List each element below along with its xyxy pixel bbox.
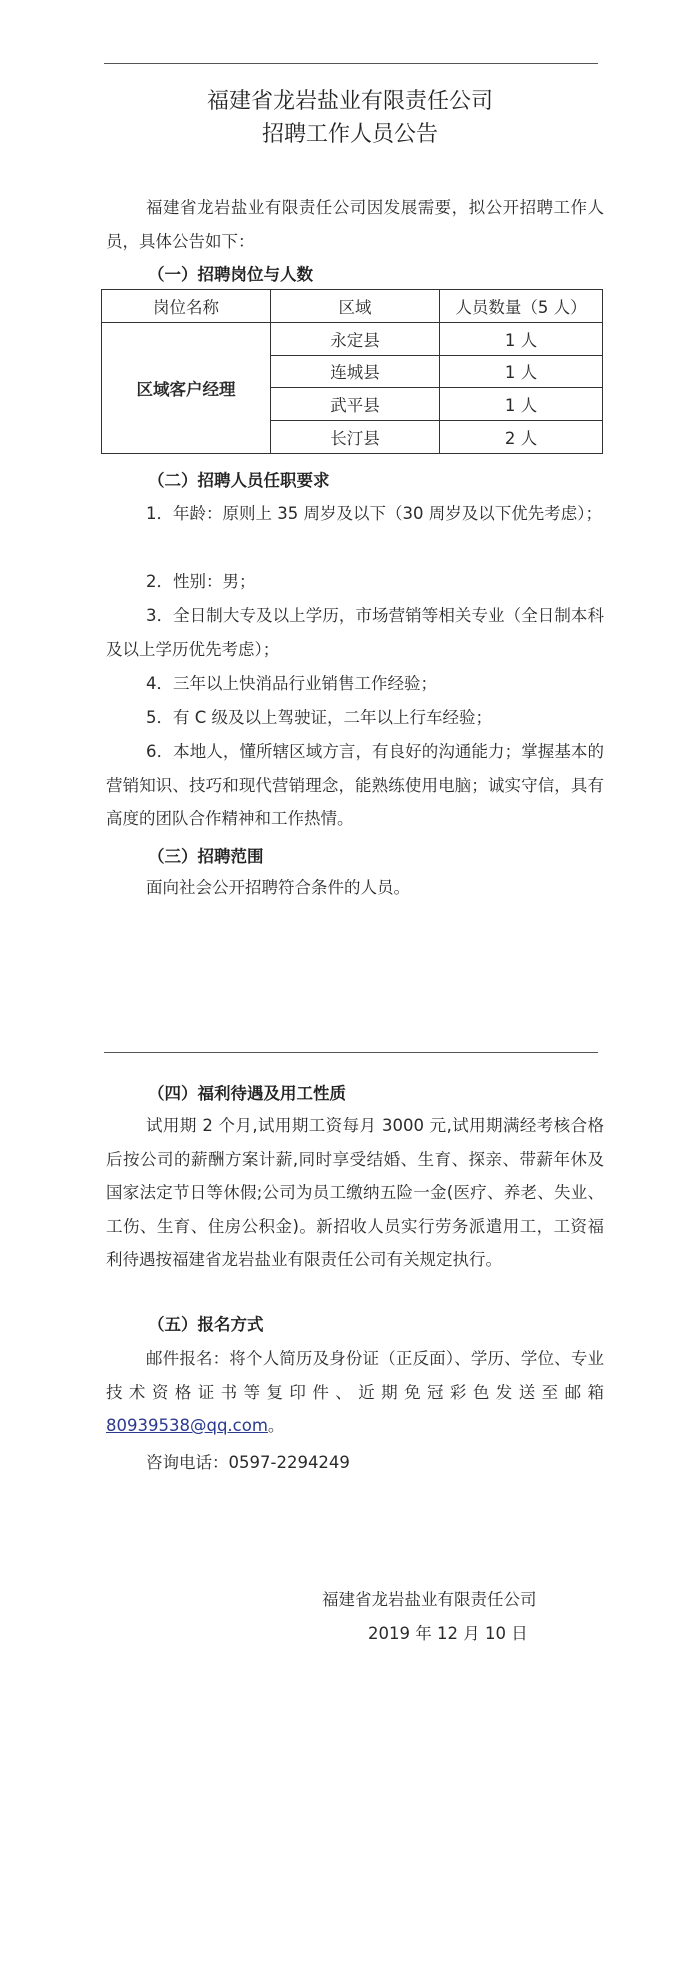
page-break-divider	[104, 1052, 598, 1053]
recruit-scope-text: 面向社会公开招聘符合条件的人员。	[146, 878, 410, 897]
role-cell: 区域客户经理	[102, 322, 271, 453]
count-cell: 1 人	[440, 322, 603, 355]
count-cell: 1 人	[440, 355, 603, 388]
section-4-heading: （四）福利待遇及用工性质	[148, 1084, 346, 1103]
header-position: 岗位名称	[102, 290, 271, 323]
apply-text: 邮件报名：将个人简历及身份证（正反面）、学历、学位、专业技术资格证书等复印件、近期免冠彩色发送至邮箱	[106, 1349, 604, 1402]
section-1-heading: （一）招聘岗位与人数	[148, 265, 313, 284]
section-5-heading: （五）报名方式	[148, 1315, 264, 1334]
title-line-1: 福建省龙岩盐业有限责任公司	[206, 89, 493, 114]
email-link[interactable]: 80939538@qq.com	[106, 1416, 268, 1435]
table-row	[102, 322, 603, 355]
requirement-item-4: 4．三年以上快消品行业销售工作经验；	[146, 674, 437, 693]
region-cell: 连城县	[271, 355, 440, 388]
top-divider	[104, 63, 598, 64]
requirement-item-6: 6．本地人，懂所辖区域方言，有良好的沟通能力；掌握基本的营销知识、技巧和现代营销理念，能熟练使用电脑；诚实守信，具有高度的团队合作精神和工作热情。	[106, 742, 604, 828]
signature-company: 福建省龙岩盐业有限责任公司	[322, 1590, 537, 1609]
table-header-row	[102, 290, 603, 323]
section-2-heading: （二）招聘人员任职要求	[148, 471, 330, 490]
phone-line: 咨询电话：0597-2294249	[146, 1453, 350, 1472]
region-cell: 武平县	[271, 388, 440, 421]
requirement-item-2: 2．性别：男；	[146, 572, 256, 591]
requirement-item-5: 5．有 C 级及以上驾驶证，二年以上行车经验；	[146, 708, 493, 727]
region-cell: 长汀县	[271, 421, 440, 454]
positions-table	[101, 289, 603, 454]
apply-paragraph	[106, 1342, 604, 1443]
intro-paragraph: 福建省龙岩盐业有限责任公司因发展需要，拟公开招聘工作人员，具体公告如下：	[106, 198, 604, 251]
apply-text-tail: 。	[267, 1416, 285, 1435]
header-region: 区域	[271, 290, 440, 323]
section-3-heading: （三）招聘范围	[148, 847, 264, 866]
benefits-paragraph: 试用期 2 个月,试用期工资每月 3000 元,试用期满经考核合格后按公司的薪酬方案计薪,同时享受结婚、生育、探亲、带薪年休及国家法定节日等休假;公司为员工缴纳五险一金(医疗、养老、失业、工伤、生育、住房公积金)。新招收人员实行劳务派遣用工，工资福利待遇按福建省龙岩盐业有限责任公司有关规定执行。	[106, 1116, 604, 1269]
signature-date: 2019 年 12 月 10 日	[368, 1624, 528, 1643]
requirement-item-3: 3．全日制大专及以上学历，市场营销等相关专业（全日制本科及以上学历优先考虑）；	[106, 606, 604, 659]
count-cell: 2 人	[440, 421, 603, 454]
requirement-item-1: 1．年龄：原则上 35 周岁及以下（30 周岁及以下优先考虑）；	[146, 504, 602, 523]
title-line-2: 招聘工作人员公告	[261, 122, 438, 147]
count-cell: 1 人	[440, 388, 603, 421]
region-cell: 永定县	[271, 322, 440, 355]
header-count: 人员数量（5 人）	[440, 290, 603, 323]
